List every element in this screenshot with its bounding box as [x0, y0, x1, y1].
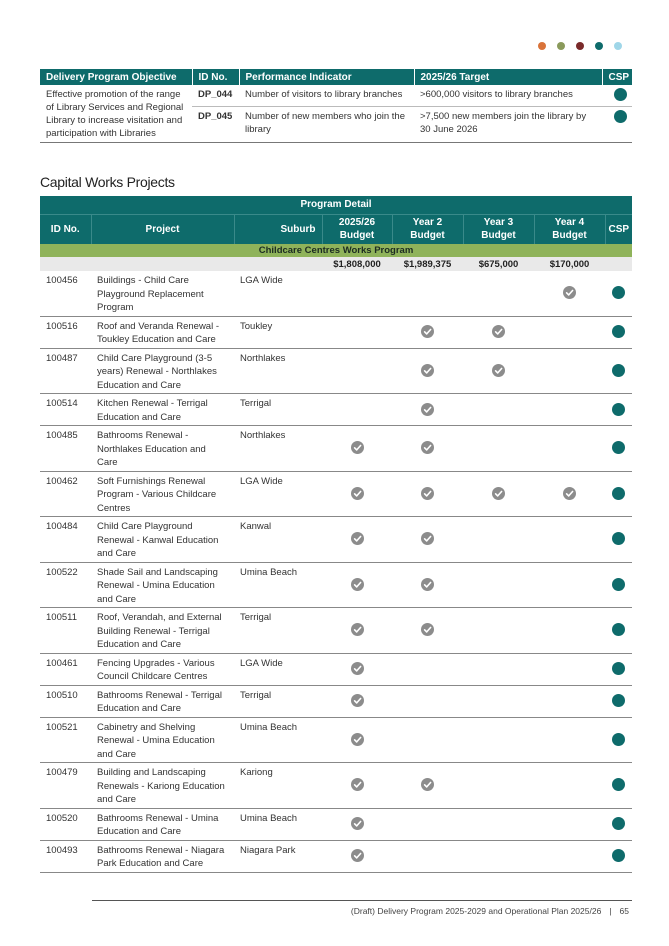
csp-cell: [605, 471, 632, 517]
project-name: Shade Sail and Landscaping Renewal - Umina Education and Care: [91, 562, 234, 608]
csp-cell: [605, 517, 632, 563]
budget-year-cell: [392, 685, 463, 717]
budget-year-cell: [463, 471, 534, 517]
budget-year-cell: [392, 608, 463, 654]
table-row: [40, 808, 632, 840]
budget-year-cell: [322, 426, 392, 472]
budget-year-cell: [463, 271, 534, 316]
target-text: >600,000 visitors to library branches: [414, 85, 602, 106]
project-id: 100511: [40, 608, 91, 654]
project-suburb: Northlakes: [234, 348, 322, 394]
project-name: Bathrooms Renewal - Umina Education and Care: [91, 808, 234, 840]
target-text: >7,500 new members join the library by 30 June 2026: [414, 106, 602, 142]
budget-year-cell: [322, 808, 392, 840]
program-detail-header: Program Detail: [40, 196, 632, 214]
budget-year-cell: [322, 471, 392, 517]
csp-circle-icon: [612, 694, 625, 707]
project-id: 100493: [40, 840, 91, 872]
indicator-text: Number of visitors to library branches: [239, 85, 414, 106]
table-row: [40, 471, 632, 517]
project-id: 100485: [40, 426, 91, 472]
table-row: [40, 717, 632, 763]
footer-separator: |: [609, 906, 612, 916]
budget-year-cell: [322, 608, 392, 654]
totals-row: [40, 257, 632, 271]
project-name: Child Care Playground (3-5 years) Renewal - Northlakes Education and Care: [91, 348, 234, 394]
csp-cell: [605, 426, 632, 472]
csp-cell: [605, 394, 632, 426]
csp-circle-icon: [612, 849, 625, 862]
total-year2: $1,989,375: [392, 257, 463, 271]
checkmark-icon: [351, 778, 364, 791]
header-indicator: Performance Indicator: [239, 69, 414, 85]
csp-circle-icon: [612, 441, 625, 454]
csp-circle-icon: [612, 325, 625, 338]
csp-circle-icon: [612, 733, 625, 746]
csp-circle-icon: [614, 110, 627, 123]
csp-cell: [605, 717, 632, 763]
budget-year-cell: [392, 653, 463, 685]
project-suburb: LGA Wide: [234, 653, 322, 685]
budget-year-cell: [322, 517, 392, 563]
palette-dot: [538, 42, 546, 50]
csp-circle-icon: [612, 403, 625, 416]
csp-cell: [602, 85, 632, 106]
project-suburb: Umina Beach: [234, 808, 322, 840]
total-year3: $675,000: [463, 257, 534, 271]
table-row: [40, 348, 632, 394]
project-suburb: Umina Beach: [234, 562, 322, 608]
objective-text: Effective promotion of the range of Library Services and Regional Library to increase visitation and participation with Libraries: [40, 85, 192, 143]
table-row: [40, 685, 632, 717]
project-id: 100516: [40, 316, 91, 348]
csp-circle-icon: [612, 662, 625, 675]
budget-year-cell: [322, 653, 392, 685]
project-name: Child Care Playground Renewal - Kanwal Education and Care: [91, 517, 234, 563]
checkmark-icon: [351, 441, 364, 454]
budget-year-cell: [392, 840, 463, 872]
palette-dot: [557, 42, 565, 50]
checkmark-icon: [563, 286, 576, 299]
budget-year-cell: [534, 316, 605, 348]
budget-year-cell: [322, 717, 392, 763]
checkmark-icon: [492, 364, 505, 377]
project-id: 100514: [40, 394, 91, 426]
project-name: Bathrooms Renewal - Northlakes Education and Care: [91, 426, 234, 472]
table-row: [40, 840, 632, 872]
project-id: 100521: [40, 717, 91, 763]
project-name: Bathrooms Renewal - Niagara Park Education and Care: [91, 840, 234, 872]
indicator-text: Number of new members who join the library: [239, 106, 414, 142]
project-id: 100479: [40, 763, 91, 809]
project-suburb: Kanwal: [234, 517, 322, 563]
footer: [351, 906, 629, 916]
csp-circle-icon: [612, 778, 625, 791]
header-csp: CSP: [605, 214, 632, 244]
budget-year-cell: [534, 717, 605, 763]
indicator-id: DP_045: [192, 106, 239, 142]
checkmark-icon: [421, 623, 434, 636]
palette-dot: [576, 42, 584, 50]
budget-year-cell: [534, 608, 605, 654]
group-label: Childcare Centres Works Program: [40, 244, 632, 257]
budget-year-cell: [463, 840, 534, 872]
checkmark-icon: [421, 532, 434, 545]
projects-table: [40, 196, 632, 873]
checkmark-icon: [492, 325, 505, 338]
table-row: [40, 608, 632, 654]
table-row: [40, 653, 632, 685]
project-name: Roof, Verandah, and External Building Renewal - Terrigal Education and Care: [91, 608, 234, 654]
project-name: Kitchen Renewal - Terrigal Education and Care: [91, 394, 234, 426]
header-budget-year3: Year 3 Budget: [463, 214, 534, 244]
csp-cell: [605, 271, 632, 316]
checkmark-icon: [421, 441, 434, 454]
header-budget-year4: Year 4 Budget: [534, 214, 605, 244]
budget-year-cell: [322, 562, 392, 608]
header-project: Project: [91, 214, 234, 244]
header-objective: Delivery Program Objective: [40, 69, 192, 85]
table-row: [40, 271, 632, 316]
palette-dots: [538, 42, 622, 50]
footer-text: (Draft) Delivery Program 2025-2029 and Operational Plan 2025/26: [350, 906, 602, 916]
project-name: Fencing Upgrades - Various Council Childcare Centres: [91, 653, 234, 685]
indicator-id: DP_044: [192, 85, 239, 106]
project-suburb: Umina Beach: [234, 717, 322, 763]
budget-year-cell: [392, 562, 463, 608]
csp-cell: [605, 840, 632, 872]
budget-year-cell: [534, 394, 605, 426]
checkmark-icon: [421, 364, 434, 377]
csp-circle-icon: [612, 578, 625, 591]
budget-year-cell: [463, 517, 534, 563]
csp-circle-icon: [612, 817, 625, 830]
budget-year-cell: [322, 271, 392, 316]
csp-cell: [605, 608, 632, 654]
checkmark-icon: [351, 578, 364, 591]
budget-year-cell: [463, 717, 534, 763]
checkmark-icon: [421, 325, 434, 338]
project-name: Cabinetry and Shelving Renewal - Umina Education and Care: [91, 717, 234, 763]
project-suburb: Terrigal: [234, 394, 322, 426]
budget-year-cell: [463, 562, 534, 608]
project-id: 100484: [40, 517, 91, 563]
section-heading: Capital Works Projects: [40, 174, 175, 190]
csp-cell: [605, 562, 632, 608]
checkmark-icon: [421, 778, 434, 791]
budget-year-cell: [392, 517, 463, 563]
project-name: Building and Landscaping Renewals - Kariong Education and Care: [91, 763, 234, 809]
budget-year-cell: [463, 608, 534, 654]
total-year4: $170,000: [534, 257, 605, 271]
project-suburb: Terrigal: [234, 685, 322, 717]
table-row: [40, 316, 632, 348]
checkmark-icon: [421, 487, 434, 500]
header-budget-2025: 2025/26 Budget: [322, 214, 392, 244]
budget-year-cell: [534, 763, 605, 809]
csp-cell: [602, 106, 632, 142]
table-row: [40, 562, 632, 608]
budget-year-cell: [322, 840, 392, 872]
project-suburb: Toukley: [234, 316, 322, 348]
budget-year-cell: [463, 685, 534, 717]
budget-year-cell: [322, 394, 392, 426]
csp-cell: [605, 808, 632, 840]
budget-year-cell: [463, 316, 534, 348]
budget-year-cell: [534, 517, 605, 563]
checkmark-icon: [351, 623, 364, 636]
budget-year-cell: [322, 763, 392, 809]
csp-cell: [605, 685, 632, 717]
budget-year-cell: [534, 840, 605, 872]
header-suburb: Suburb: [234, 214, 322, 244]
budget-year-cell: [534, 271, 605, 316]
budget-year-cell: [392, 271, 463, 316]
csp-circle-icon: [612, 364, 625, 377]
checkmark-icon: [421, 403, 434, 416]
checkmark-icon: [421, 578, 434, 591]
budget-year-cell: [392, 394, 463, 426]
budget-year-cell: [463, 394, 534, 426]
checkmark-icon: [351, 733, 364, 746]
budget-year-cell: [322, 348, 392, 394]
project-suburb: Terrigal: [234, 608, 322, 654]
header-id: ID No.: [192, 69, 239, 85]
budget-year-cell: [392, 471, 463, 517]
checkmark-icon: [351, 817, 364, 830]
budget-year-cell: [534, 348, 605, 394]
budget-year-cell: [322, 316, 392, 348]
project-name: Roof and Veranda Renewal - Toukley Education and Care: [91, 316, 234, 348]
budget-year-cell: [392, 348, 463, 394]
total-2025: $1,808,000: [322, 257, 392, 271]
checkmark-icon: [563, 487, 576, 500]
budget-year-cell: [463, 808, 534, 840]
budget-year-cell: [534, 426, 605, 472]
project-name: Buildings - Child Care Playground Replacement Program: [91, 271, 234, 316]
budget-year-cell: [463, 763, 534, 809]
project-id: 100522: [40, 562, 91, 608]
project-id: 100487: [40, 348, 91, 394]
project-id: 100510: [40, 685, 91, 717]
header-budget-year2: Year 2 Budget: [392, 214, 463, 244]
checkmark-icon: [351, 694, 364, 707]
csp-cell: [605, 763, 632, 809]
header-id: ID No.: [40, 214, 91, 244]
table-row: [40, 763, 632, 809]
project-suburb: Northlakes: [234, 426, 322, 472]
budget-year-cell: [392, 426, 463, 472]
csp-cell: [605, 348, 632, 394]
budget-year-cell: [534, 653, 605, 685]
footer-divider: [92, 900, 632, 901]
budget-year-cell: [534, 562, 605, 608]
project-id: 100456: [40, 271, 91, 316]
project-suburb: LGA Wide: [234, 271, 322, 316]
project-id: 100461: [40, 653, 91, 685]
palette-dot: [595, 42, 603, 50]
table-row: [40, 394, 632, 426]
csp-cell: [605, 653, 632, 685]
objectives-table: [40, 69, 632, 143]
csp-circle-icon: [614, 88, 627, 101]
table-row: [40, 517, 632, 563]
project-id: 100462: [40, 471, 91, 517]
project-suburb: Kariong: [234, 763, 322, 809]
checkmark-icon: [351, 487, 364, 500]
budget-year-cell: [322, 685, 392, 717]
project-name: Bathrooms Renewal - Terrigal Education and Care: [91, 685, 234, 717]
budget-year-cell: [463, 348, 534, 394]
page-number: 65: [619, 906, 629, 916]
csp-circle-icon: [612, 623, 625, 636]
csp-circle-icon: [612, 487, 625, 500]
project-suburb: Niagara Park: [234, 840, 322, 872]
palette-dot: [614, 42, 622, 50]
project-name: Soft Furnishings Renewal Program - Various Childcare Centres: [91, 471, 234, 517]
budget-year-cell: [534, 471, 605, 517]
header-csp: CSP: [602, 69, 632, 85]
checkmark-icon: [351, 532, 364, 545]
budget-year-cell: [392, 763, 463, 809]
csp-circle-icon: [612, 532, 625, 545]
budget-year-cell: [463, 653, 534, 685]
table-row: [40, 85, 632, 106]
csp-circle-icon: [612, 286, 625, 299]
budget-year-cell: [392, 316, 463, 348]
budget-year-cell: [392, 808, 463, 840]
table-row: [40, 426, 632, 472]
budget-year-cell: [463, 426, 534, 472]
project-suburb: LGA Wide: [234, 471, 322, 517]
checkmark-icon: [351, 662, 364, 675]
checkmark-icon: [351, 849, 364, 862]
budget-year-cell: [392, 717, 463, 763]
budget-year-cell: [534, 808, 605, 840]
header-target: 2025/26 Target: [414, 69, 602, 85]
project-id: 100520: [40, 808, 91, 840]
checkmark-icon: [492, 487, 505, 500]
budget-year-cell: [534, 685, 605, 717]
csp-cell: [605, 316, 632, 348]
